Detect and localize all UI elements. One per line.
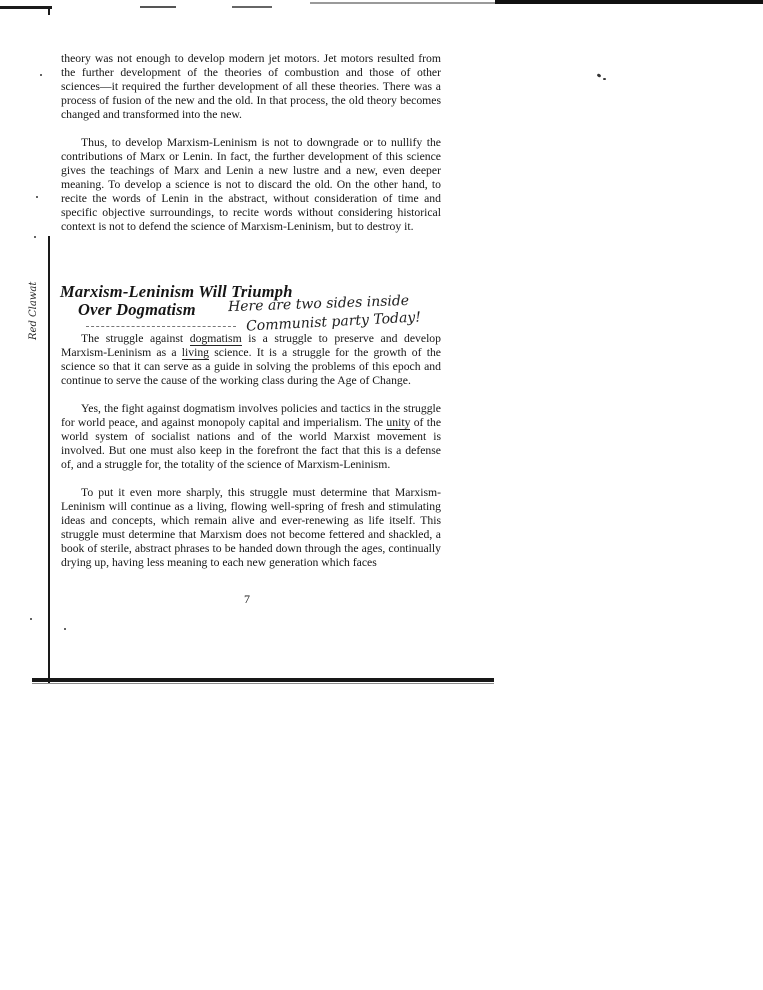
text-segment: science. It is a struggle for the growth of the science so that it can serve as a guide in solving the problems of this epoch and continue to serve the cause of the working class during the Age of Change. xyxy=(61,346,441,387)
section-heading-line2: Over Dogmatism xyxy=(78,300,196,319)
scan-border-bottom xyxy=(32,678,494,682)
text-segment: The struggle against xyxy=(81,332,190,345)
scan-speck xyxy=(36,196,38,198)
handwritten-margin-note: Red Clawat xyxy=(28,281,39,340)
underlined-word: living xyxy=(181,346,210,359)
scan-border-bottom-shadow xyxy=(32,683,494,684)
paragraph-jet-motors xyxy=(61,52,441,122)
scan-border-tick xyxy=(48,6,50,15)
scan-speck xyxy=(603,78,606,80)
scan-border-top-right xyxy=(495,0,763,4)
paragraph-text: Thus, to develop Marxism-Leninism is not to downgrade or to nullify the contributions of Marx or Lenin. In fact, the further development of this science gives the teachings of Marx and Lenin a new lustre and a new, even deeper meaning. To develop a science is not to discard the old. On the other hand, to recite the words of Lenin in the abstract, without consideration of time and specific objective surroundings, to recite words without considering historical context is not to defend the science of Marxism-Leninism, but to destroy it. xyxy=(61,136,441,233)
handwritten-note-line1: Here are two sides inside xyxy=(227,292,410,316)
paragraph-text: To put it even more sharply, this struggle must determine that Marxism-Leninism will continue as a living, flowing well-spring of fresh and stimulating ideas and concepts, which remain alive and ever-renewing as life itself. This struggle must determine that Marxism does not become fettered and shackled, a book of sterile, abstract phrases to be handed down through the ages, continually drying up, having less meaning to each new generation which faces xyxy=(61,486,441,569)
text-segment: Yes, the fight against dogmatism involves policies and tactics in the struggle for world peace, and against monopoly capital and imperialism. The xyxy=(61,402,441,429)
text-segment: of the world system of socialist nations and of the world Marxist movement is involved. But one must also keep in the forefront the fact that this is a defense of, and a struggle for, the totality of the science of Marxism-Leninism. xyxy=(61,416,442,471)
scan-border-fragment xyxy=(232,6,272,8)
paragraph-fight-dogmatism xyxy=(61,402,441,472)
paragraph-text xyxy=(61,332,441,388)
handwritten-note-line2: Communist party Today! xyxy=(245,309,422,335)
paragraph-more-sharply xyxy=(61,486,441,570)
scan-speck xyxy=(597,73,602,78)
heading-divider xyxy=(86,326,236,327)
text-segment: is a struggle to preserve and develop Marxism-Leninism as a xyxy=(61,332,441,359)
section-heading-line1: Marxism-Leninism Will Triumph xyxy=(60,282,293,301)
scan-speck xyxy=(40,74,42,76)
scan-speck xyxy=(64,628,66,630)
scan-border-fragment xyxy=(140,6,176,8)
underlined-word: unity xyxy=(386,416,411,429)
paragraph-text xyxy=(61,402,441,472)
paragraph-struggle xyxy=(61,332,441,388)
underlined-word: dogmatism xyxy=(189,332,242,345)
scan-border-top-left xyxy=(0,6,52,9)
scan-speck xyxy=(34,236,36,238)
page-number: 7 xyxy=(244,592,250,606)
scan-border-left xyxy=(48,236,50,684)
paragraph-develop-marxism xyxy=(61,136,441,234)
scan-speck xyxy=(30,618,32,620)
scan-border-top-fade xyxy=(310,2,500,4)
paragraph-text: theory was not enough to develop modern jet motors. Jet motors resulted from the further development of the theories of combustion and those of other sciences—it required the further development of all these theories. There was a process of fusion of the new and the old. In that process, the old theory becomes changed and transformed into the new. xyxy=(61,52,441,121)
